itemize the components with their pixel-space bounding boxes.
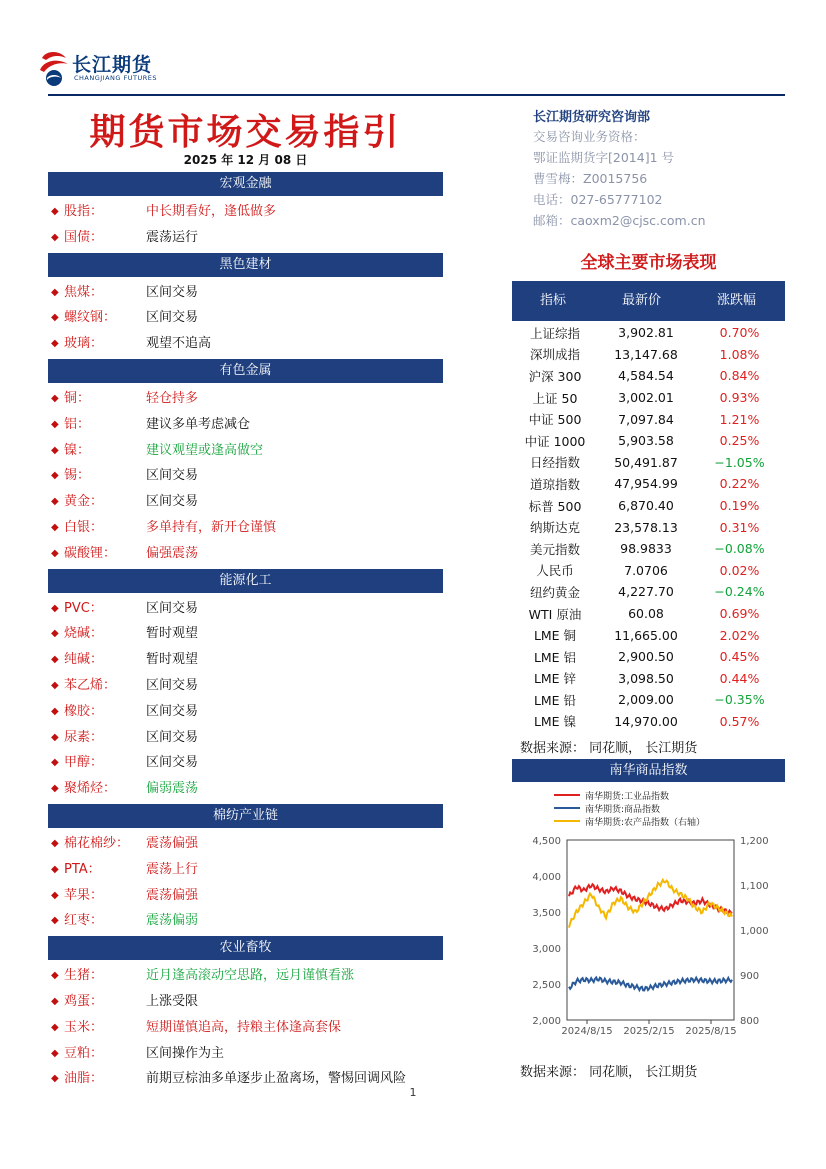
diamond-bullet-icon: ◆ — [51, 444, 59, 456]
commodity-view: 震荡运行 — [146, 229, 199, 245]
strategy-row — [48, 964, 443, 988]
strategy-row — [48, 884, 443, 908]
market-row — [512, 538, 785, 560]
right-axis-tick: 900 — [740, 971, 760, 982]
commodity-name: 鸡蛋： — [64, 994, 104, 1009]
market-change: 0.84% — [719, 368, 760, 384]
section-header: 有色金属 — [48, 359, 443, 383]
commodity-name: 烧碱： — [64, 626, 104, 642]
x-axis-tick: 2025/2/15 — [623, 1026, 675, 1037]
commodity-name: 棉花棉纱： — [64, 836, 130, 851]
market-row — [512, 387, 785, 409]
diamond-bullet-icon: ◆ — [51, 312, 59, 324]
commodity-view: 短期谨慎追高，持粮主体逢高套保 — [146, 1019, 342, 1035]
market-change: 0.25% — [719, 433, 760, 449]
nanhua-source: 数据来源： 同花顺， 长江期货 — [520, 1065, 698, 1080]
research-qualification: 交易咨询业务资格： — [533, 129, 646, 144]
commodity-view: 近月逢高滚动空思路，远月谨慎看涨 — [146, 968, 355, 984]
left-axis-tick: 2,000 — [532, 1016, 561, 1027]
strategy-row — [48, 1042, 443, 1066]
nanhua-chart — [512, 784, 785, 1056]
strategy-row — [48, 858, 443, 882]
market-change: 0.44% — [719, 670, 760, 686]
strategy-row — [48, 200, 443, 224]
market-change: 1.08% — [719, 346, 760, 362]
strategy-row — [48, 597, 443, 621]
market-change: 0.70% — [719, 325, 760, 341]
diamond-bullet-icon: ◆ — [51, 680, 59, 691]
market-price: 14,970.00 — [614, 713, 678, 729]
commodity-view: 上涨受限 — [146, 994, 199, 1009]
diamond-bullet-icon: ◆ — [51, 338, 59, 350]
market-indicator: 美元指数 — [529, 541, 580, 557]
market-source: 数据来源： 同花顺， 长江期货 — [520, 741, 698, 756]
plot-frame — [567, 840, 734, 1020]
strategy-row — [48, 909, 443, 933]
commodity-name: 焦煤： — [64, 284, 104, 300]
section-header: 棉纺产业链 — [48, 804, 443, 828]
market-change: 0.31% — [719, 519, 760, 535]
strategy-row — [48, 832, 443, 856]
diamond-bullet-icon: ◆ — [51, 231, 59, 243]
market-price: 23,578.13 — [614, 519, 678, 535]
market-change: 0.93% — [719, 390, 760, 406]
market-change: −0.08% — [714, 541, 765, 557]
commodity-name: 玉米： — [64, 1019, 104, 1035]
commodity-name: 黄金： — [64, 494, 104, 510]
strategy-row — [48, 1016, 443, 1040]
market-change: 0.45% — [719, 649, 760, 665]
market-indicator: LME 镍 — [533, 714, 577, 730]
diamond-bullet-icon: ◆ — [51, 602, 59, 614]
section-header: 宏观金融 — [48, 172, 443, 196]
diamond-bullet-icon: ◆ — [51, 286, 59, 298]
research-dept: 长江期货研究咨询部 — [533, 110, 651, 125]
market-indicator: 标普 500 — [528, 498, 582, 514]
market-price: 7,097.84 — [618, 411, 674, 427]
market-row — [512, 408, 785, 430]
commodity-view: 区间交易 — [146, 284, 199, 300]
market-indicator: 日经指数 — [529, 455, 580, 471]
section-header: 能源化工 — [48, 569, 443, 593]
diamond-bullet-icon: ◆ — [51, 628, 59, 640]
commodity-name: 尿素： — [64, 729, 104, 745]
market-indicator: 深圳成指 — [529, 347, 580, 363]
market-indicator: WTI 原油 — [528, 606, 582, 622]
diamond-bullet-icon: ◆ — [51, 470, 59, 482]
market-price: 60.08 — [628, 606, 664, 622]
market-indicator: 中证 500 — [528, 412, 582, 428]
market-indicator: 道琼指数 — [529, 476, 580, 492]
market-price: 13,147.68 — [614, 346, 678, 362]
market-table-header — [512, 281, 785, 321]
commodity-name: 铜： — [64, 391, 91, 406]
header-rule — [48, 94, 785, 96]
market-indicator: 纽约黄金 — [529, 584, 580, 600]
diamond-bullet-icon: ◆ — [51, 970, 59, 982]
commodity-name: 白银： — [64, 520, 104, 535]
market-change: 0.19% — [719, 498, 760, 514]
left-axis-tick: 2,500 — [532, 980, 561, 991]
market-change: 0.69% — [719, 606, 760, 622]
commodity-name: 聚烯烃： — [64, 781, 117, 797]
diamond-bullet-icon: ◆ — [51, 731, 59, 743]
research-license: 鄂证监期货字[2014]1 号 — [533, 150, 674, 165]
market-row — [512, 495, 785, 517]
diamond-bullet-icon: ◆ — [51, 705, 59, 717]
commodity-name: 镍： — [64, 442, 91, 458]
diamond-bullet-icon: ◆ — [51, 654, 59, 666]
market-row — [512, 581, 785, 603]
diamond-bullet-icon: ◆ — [51, 1021, 59, 1033]
left-axis-tick: 4,500 — [532, 836, 561, 847]
diamond-bullet-icon: ◆ — [51, 393, 59, 404]
research-email[interactable]: 邮箱：caoxm2@cjsc.com.cn — [533, 213, 706, 228]
strategy-row — [48, 439, 443, 463]
commodity-view: 暂时观望 — [146, 652, 199, 668]
market-change: −0.24% — [714, 584, 765, 600]
commodity-view: 区间操作为主 — [146, 1045, 225, 1061]
legend-label: 南华期货:工业品指数 — [585, 792, 670, 802]
diamond-bullet-icon: ◆ — [51, 838, 59, 849]
commodity-view: 建议观望或逢高做空 — [146, 442, 264, 458]
commodity-name: 苹果： — [64, 887, 104, 903]
market-indicator: 中证 1000 — [524, 433, 586, 449]
strategy-row — [48, 226, 443, 250]
strategy-row — [48, 700, 443, 724]
market-indicator: 上证综指 — [529, 325, 580, 341]
strategy-row — [48, 674, 443, 698]
strategy-row — [48, 413, 443, 437]
section-header: 农业畜牧 — [48, 936, 443, 960]
market-price: 7.0706 — [624, 562, 668, 578]
market-row — [512, 689, 785, 711]
market-row — [512, 668, 785, 690]
market-price: 50,491.87 — [614, 454, 678, 470]
commodity-name: 橡胶： — [64, 703, 104, 719]
commodity-view: 震荡上行 — [146, 861, 199, 877]
diamond-bullet-icon: ◆ — [51, 996, 59, 1007]
market-indicator: 纳斯达克 — [529, 520, 580, 536]
market-price: 4,227.70 — [618, 584, 674, 600]
market-change: −0.35% — [714, 692, 765, 708]
commodity-name: 铝： — [64, 416, 91, 432]
commodity-view: 中长期看好，逢低做多 — [146, 204, 277, 219]
market-change: 2.02% — [719, 627, 760, 643]
market-row — [512, 516, 785, 538]
market-row — [512, 322, 785, 344]
commodity-name: 油脂： — [64, 1071, 104, 1087]
commodity-name: PVC： — [64, 600, 103, 616]
strategy-row — [48, 387, 443, 411]
market-price: 2,900.50 — [618, 649, 674, 665]
right-axis-tick: 1,200 — [740, 836, 769, 847]
diamond-bullet-icon: ◆ — [51, 496, 59, 508]
commodity-name: 螺纹钢： — [64, 310, 117, 326]
market-indicator: LME 铝 — [533, 649, 577, 665]
commodity-view: 区间交易 — [146, 755, 199, 771]
commodity-view: 观望不追高 — [146, 336, 212, 352]
commodity-view: 区间交易 — [146, 703, 199, 719]
market-indicator: 上证 50 — [532, 390, 578, 406]
commodity-name: 生猪： — [64, 968, 104, 984]
commodity-name: 锡： — [64, 468, 91, 484]
strategy-row — [48, 490, 443, 514]
brand-name: 长江期货 — [72, 54, 153, 76]
commodity-view: 偏强震荡 — [146, 545, 199, 561]
market-indicator: LME 铅 — [533, 692, 577, 708]
commodity-view: 区间交易 — [146, 494, 199, 510]
diamond-bullet-icon: ◆ — [51, 915, 59, 927]
left-axis-tick: 3,000 — [532, 944, 561, 955]
diamond-bullet-icon: ◆ — [51, 783, 59, 795]
commodity-view: 区间交易 — [146, 678, 199, 693]
market-price: 4,584.54 — [618, 368, 674, 384]
market-row — [512, 452, 785, 474]
commodity-view: 震荡偏强 — [146, 887, 199, 903]
diamond-bullet-icon: ◆ — [51, 889, 59, 901]
left-axis-tick: 4,000 — [532, 872, 561, 883]
market-price: 3,902.81 — [618, 325, 674, 341]
market-price: 6,870.40 — [618, 498, 674, 514]
market-row — [512, 624, 785, 646]
research-phone: 电话：027-65777102 — [533, 192, 663, 207]
commodity-name: 苯乙烯： — [64, 678, 117, 693]
strategy-row — [48, 751, 443, 775]
market-price: 3,002.01 — [618, 390, 674, 406]
market-indicator: LME 锌 — [533, 671, 577, 687]
commodity-name: 甲醇： — [64, 755, 104, 771]
legend-label: 南华期货:农产品指数（右轴） — [585, 818, 706, 828]
market-row — [512, 560, 785, 582]
market-price: 2,009.00 — [618, 692, 674, 708]
header-change: 涨跌幅 — [717, 293, 757, 308]
diamond-bullet-icon: ◆ — [51, 1073, 59, 1085]
diamond-bullet-icon: ◆ — [51, 757, 59, 769]
section-header: 黑色建材 — [48, 253, 443, 277]
report-date: 2025 年 12 月 08 日 — [183, 153, 308, 167]
legend-label: 南华期货:商品指数 — [585, 805, 661, 815]
strategy-row — [48, 622, 443, 646]
header-indicator: 指标 — [540, 293, 567, 308]
strategy-row — [48, 777, 443, 801]
commodity-name: 碳酸锂： — [64, 545, 117, 561]
market-row — [512, 646, 785, 668]
market-row — [512, 711, 785, 733]
market-table — [512, 322, 785, 732]
right-axis-tick: 1,100 — [740, 881, 769, 892]
report-title: 期货市场交易指引 — [89, 112, 402, 153]
strategy-row — [48, 542, 443, 566]
diamond-bullet-icon: ◆ — [51, 522, 59, 533]
market-change: 0.57% — [719, 713, 760, 729]
brand-name-en: CHANGJIANG FUTURES — [74, 74, 157, 82]
market-price: 5,903.58 — [618, 433, 674, 449]
strategy-row — [48, 726, 443, 750]
x-axis-tick: 2024/8/15 — [561, 1026, 613, 1037]
strategy-row — [48, 648, 443, 672]
commodity-name: 国债： — [64, 229, 104, 245]
strategy-row — [48, 516, 443, 540]
commodity-view: 暂时观望 — [146, 626, 199, 642]
right-axis-tick: 1,000 — [740, 926, 769, 937]
market-price: 11,665.00 — [614, 627, 678, 643]
market-indicator: LME 铜 — [533, 628, 577, 644]
commodity-name: 豆粕： — [64, 1045, 104, 1061]
diamond-bullet-icon: ◆ — [51, 547, 59, 559]
commodity-view: 区间交易 — [146, 729, 199, 745]
market-indicator: 沪深 300 — [528, 368, 582, 384]
market-title: 全球主要市场表现 — [580, 253, 717, 273]
diamond-bullet-icon: ◆ — [51, 1047, 59, 1059]
strategy-row — [48, 281, 443, 305]
market-change: −1.05% — [714, 454, 765, 470]
commodity-view: 区间交易 — [146, 310, 199, 326]
page-number: 1 — [409, 1086, 417, 1099]
commodity-view: 多单持有，新开仓谨慎 — [146, 520, 277, 535]
right-axis-tick: 800 — [740, 1016, 760, 1027]
series-line-0 — [569, 884, 732, 913]
commodity-name: 红枣： — [64, 913, 104, 929]
market-row — [512, 473, 785, 495]
strategy-row — [48, 306, 443, 330]
market-change: 1.21% — [719, 411, 760, 427]
commodity-view: 震荡偏弱 — [146, 913, 199, 929]
strategy-row — [48, 332, 443, 356]
commodity-name: 股指： — [64, 204, 104, 219]
commodity-view: 轻仓持多 — [146, 391, 199, 406]
market-row — [512, 430, 785, 452]
brand-logo — [38, 48, 70, 88]
strategy-row — [48, 464, 443, 488]
market-price: 47,954.99 — [614, 476, 678, 492]
strategy-row — [48, 990, 443, 1014]
market-change: 0.02% — [719, 562, 760, 578]
market-price: 3,098.50 — [618, 670, 674, 686]
diamond-bullet-icon: ◆ — [51, 206, 59, 217]
left-axis-tick: 3,500 — [532, 908, 561, 919]
commodity-view: 区间交易 — [146, 468, 199, 484]
market-indicator: 人民币 — [536, 563, 574, 579]
strategy-row — [48, 1067, 443, 1091]
x-axis-tick: 2025/8/15 — [685, 1026, 737, 1037]
commodity-view: 前期豆棕油多单逐步止盈离场，警惕回调风险 — [146, 1071, 407, 1087]
market-row — [512, 365, 785, 387]
commodity-view: 区间交易 — [146, 600, 199, 616]
diamond-bullet-icon: ◆ — [51, 418, 59, 430]
commodity-view: 震荡偏强 — [146, 836, 199, 851]
commodity-name: 纯碱： — [64, 652, 104, 668]
research-analyst: 曹雪梅：Z0015756 — [533, 171, 648, 186]
commodity-name: 玻璃： — [64, 336, 104, 352]
series-line-1 — [569, 978, 732, 991]
commodity-view: 偏弱震荡 — [146, 781, 199, 797]
market-row — [512, 344, 785, 366]
logo-mark-icon — [38, 48, 70, 88]
market-change: 0.22% — [719, 476, 760, 492]
diamond-bullet-icon: ◆ — [51, 863, 59, 875]
market-row — [512, 603, 785, 625]
header-price: 最新价 — [622, 293, 662, 308]
commodity-view: 建议多单考虑减仓 — [146, 416, 251, 432]
nanhua-title: 南华商品指数 — [512, 759, 785, 782]
commodity-name: PTA： — [64, 861, 101, 877]
market-price: 98.9833 — [620, 541, 672, 557]
